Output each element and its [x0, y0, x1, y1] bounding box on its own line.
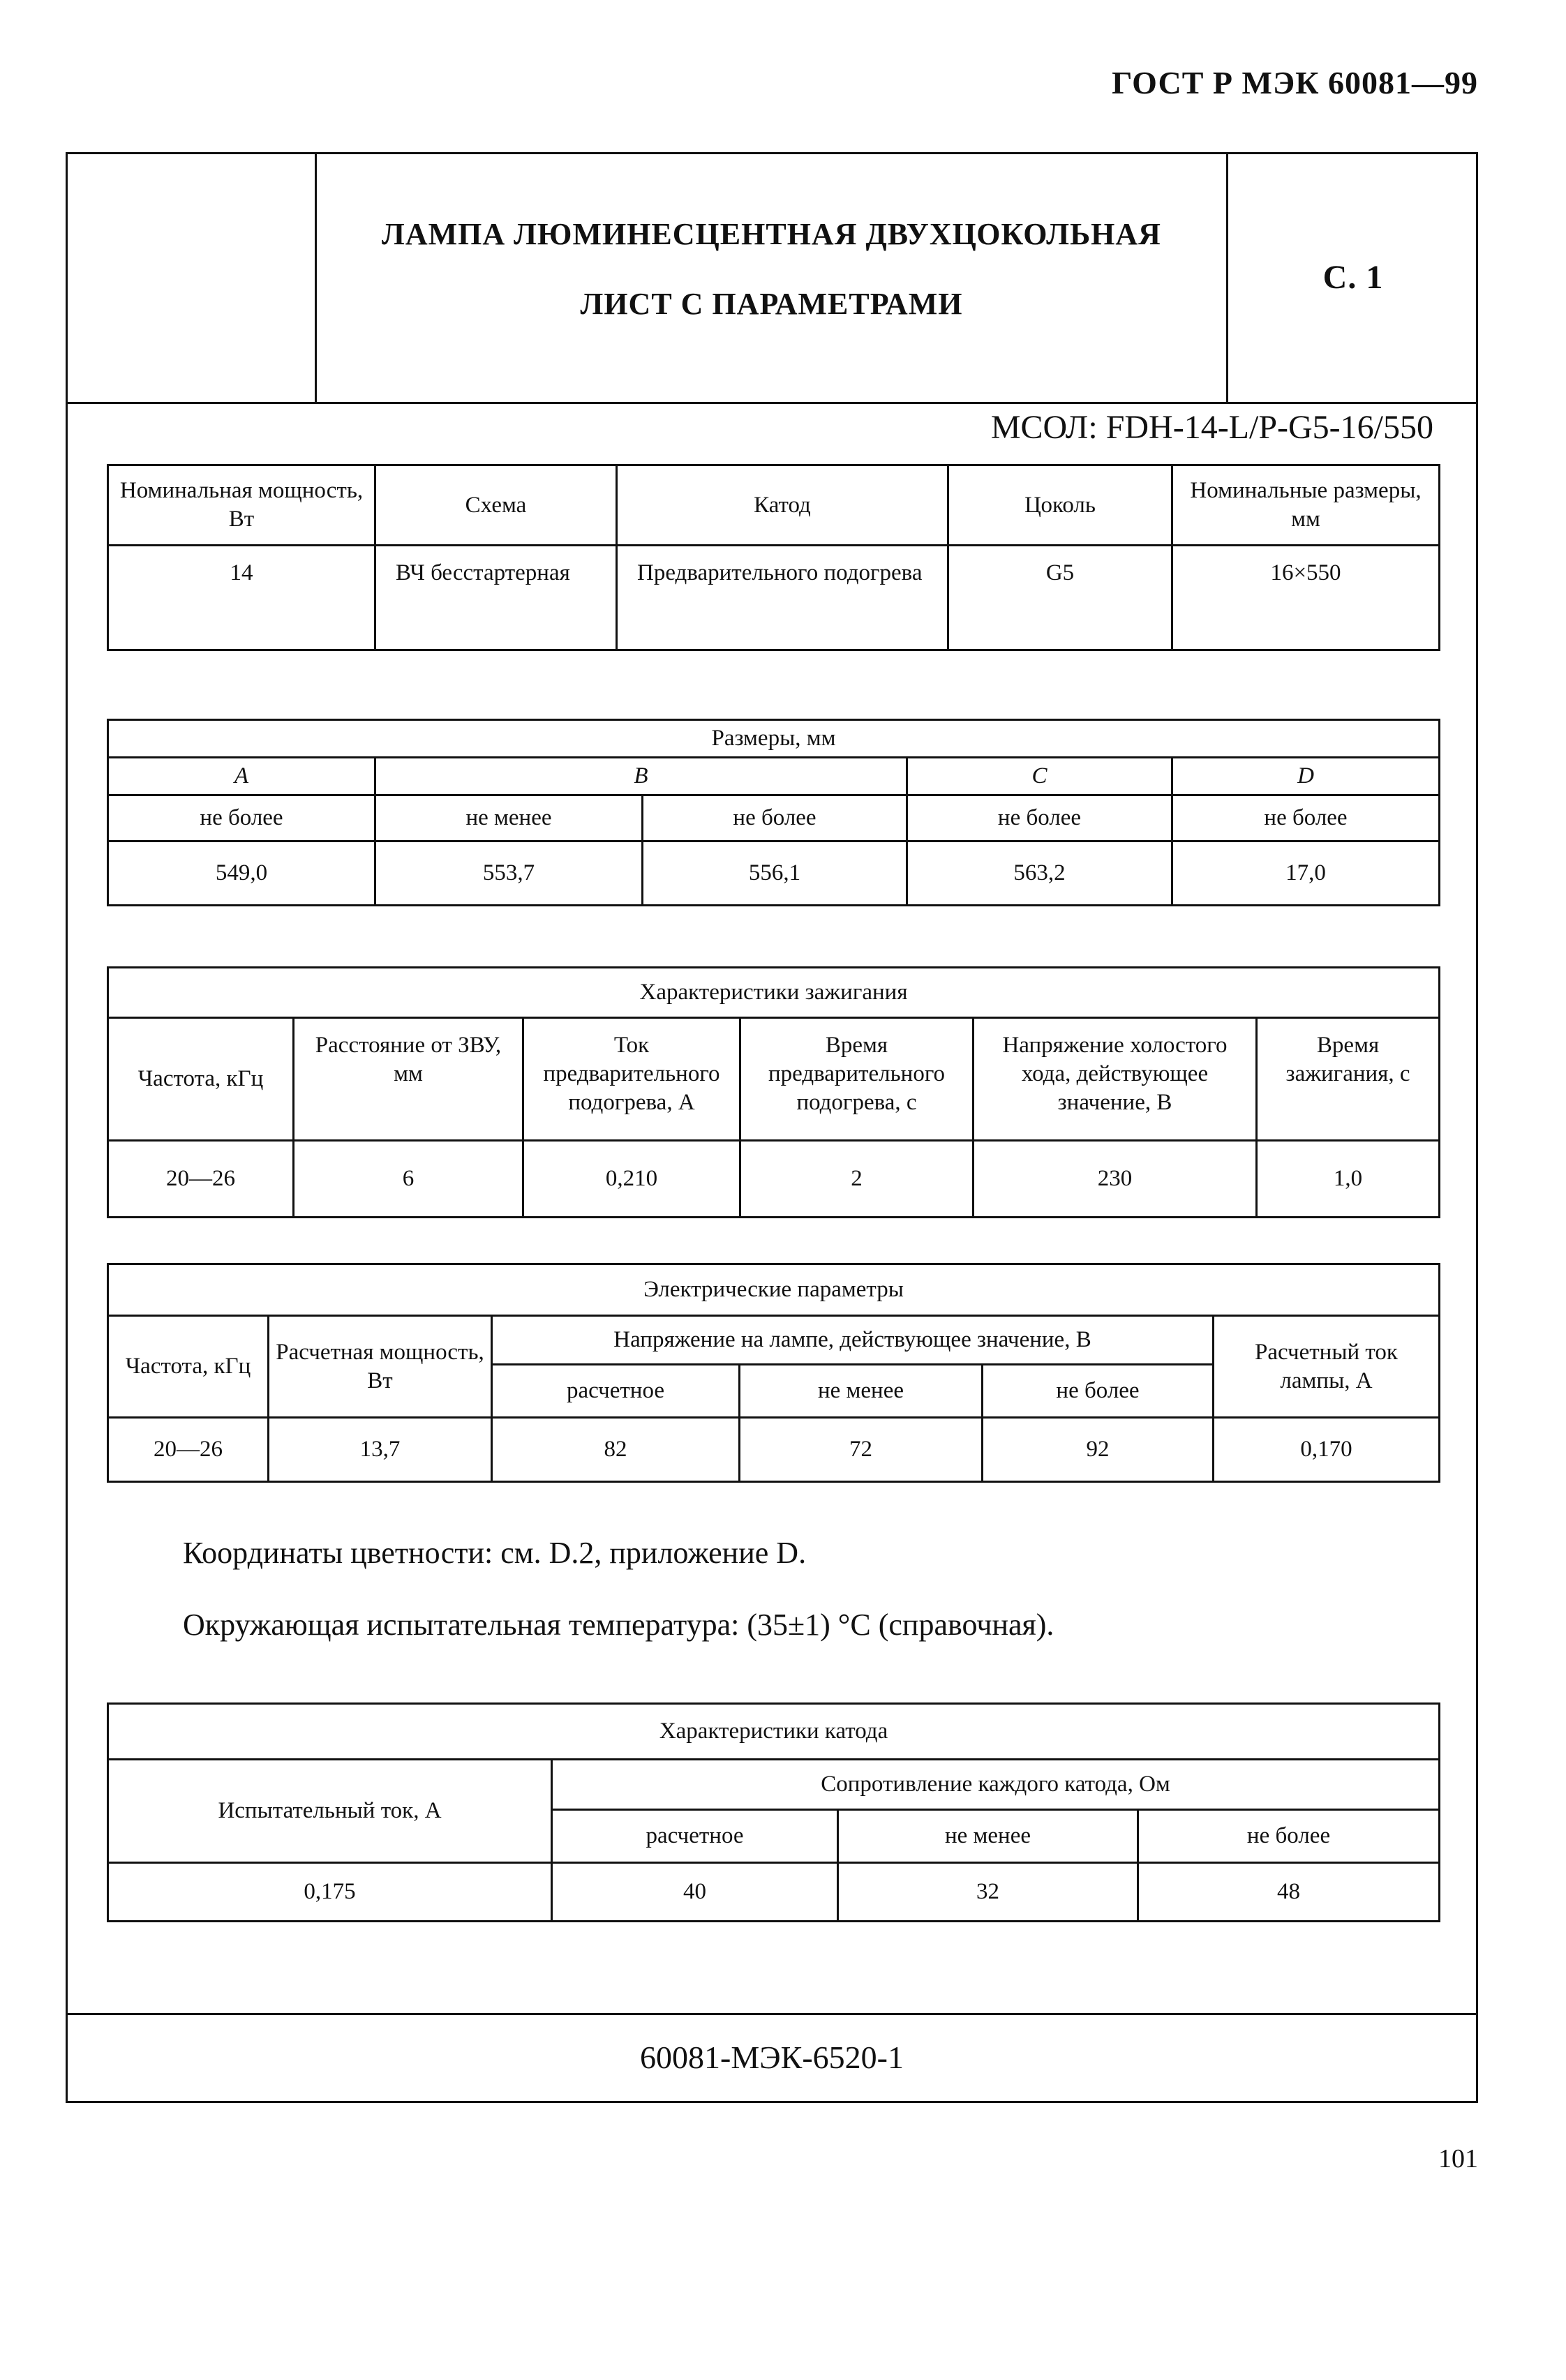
sheet-code: 60081-МЭК-6520-1 — [640, 2040, 904, 2075]
dim-letter-d: D — [1172, 758, 1440, 795]
dim-limit-d: не более — [1172, 795, 1440, 841]
electrical-voltage-rated: расчетное — [492, 1365, 740, 1418]
electrical-header-power: Расчетная мощность, Вт — [269, 1316, 492, 1418]
ignition-header-open-circuit-voltage: Напряжение холостого хода, действующее значение, В — [974, 1018, 1257, 1141]
dim-value-a: 549,0 — [108, 841, 375, 906]
cathode-header-resistance: Сопротивление каждого катода, Ом — [552, 1760, 1440, 1810]
cathode-header-test-current: Испытательный ток, А — [108, 1760, 552, 1863]
cathode-resistance-rated: расчетное — [552, 1810, 838, 1863]
electrical-title: Электрические параметры — [108, 1264, 1440, 1316]
value-nominal-power: 14 — [108, 546, 375, 650]
cathode-resistance-min: не менее — [838, 1810, 1138, 1863]
cathode-value-resistance-min: 32 — [838, 1863, 1138, 1922]
ignition-value-frequency: 20—26 — [108, 1141, 294, 1218]
titleblock-bottom-line — [66, 402, 1478, 404]
electrical-value-voltage-rated: 82 — [492, 1418, 740, 1482]
ignition-header-distance: Расстояние от ЗВУ, мм — [294, 1018, 523, 1141]
dim-limit-a: не более — [108, 795, 375, 841]
ignition-header-ignition-time: Время зажигания, с — [1257, 1018, 1440, 1141]
header-base: Цоколь — [948, 465, 1172, 546]
electrical-voltage-max: не более — [983, 1365, 1214, 1418]
lamp-code: МСОЛ: FDH-14-L/P-G5-16/550 — [990, 409, 1433, 446]
ignition-header-preheat-current: Ток предварительного подогрева, А — [523, 1018, 740, 1141]
dim-limit-b-max: не более — [643, 795, 907, 841]
ignition-header-frequency: Частота, кГц — [108, 1018, 294, 1141]
dim-letter-a: A — [108, 758, 375, 795]
header-nominal-dimensions: Номинальные размеры, мм — [1172, 465, 1440, 546]
title-line-2: ЛИСТ С ПАРАМЕТРАМИ — [580, 287, 963, 321]
standard-designation: ГОСТ Р МЭК 60081—99 — [1112, 65, 1478, 100]
dim-value-c: 563,2 — [907, 841, 1172, 906]
titleblock-divider-left — [315, 152, 317, 403]
cathode-resistance-max: не более — [1138, 1810, 1440, 1863]
dim-letter-c: C — [907, 758, 1172, 795]
dim-letter-b: B — [375, 758, 907, 795]
title-line-1: ЛАМПА ЛЮМИНЕСЦЕНТНАЯ ДВУХЦОКОЛЬНАЯ — [382, 217, 1161, 251]
value-nominal-dimensions: 16×550 — [1172, 546, 1440, 650]
page-reference: С. 1 — [1322, 259, 1384, 296]
temperature-note: Окружающая испытательная температура: (35±1) °С (справочная). — [183, 1608, 1054, 1642]
value-scheme: ВЧ бесстартерная — [375, 546, 617, 650]
dim-limit-c: не более — [907, 795, 1172, 841]
value-base: G5 — [948, 546, 1172, 650]
cathode-title: Характеристики катода — [108, 1704, 1440, 1760]
dim-value-d: 17,0 — [1172, 841, 1440, 906]
ignition-title: Характеристики зажигания — [108, 968, 1440, 1018]
dim-value-b-max: 556,1 — [643, 841, 907, 906]
cathode-value-test-current: 0,175 — [108, 1863, 552, 1922]
dimensions-table — [107, 719, 1440, 906]
cathode-table — [107, 1702, 1440, 1922]
electrical-header-frequency: Частота, кГц — [108, 1316, 269, 1418]
dimensions-title: Размеры, мм — [108, 720, 1440, 758]
header-nominal-power: Номинальная мощность, Вт — [108, 465, 375, 546]
electrical-table — [107, 1263, 1440, 1483]
dim-limit-b-min: не менее — [375, 795, 643, 841]
value-cathode: Предварительного подогрева — [617, 546, 948, 650]
chromaticity-note: Координаты цветности: см. D.2, приложение D. — [183, 1536, 807, 1570]
main-parameters-table — [107, 464, 1440, 651]
cathode-value-resistance-rated: 40 — [552, 1863, 838, 1922]
electrical-value-voltage-min: 72 — [740, 1418, 983, 1482]
ignition-value-preheat-time: 2 — [740, 1141, 974, 1218]
footer-divider-line — [66, 2013, 1478, 2015]
ignition-value-open-circuit-voltage: 230 — [974, 1141, 1257, 1218]
ignition-header-preheat-time: Время предварительного подогрева, с — [740, 1018, 974, 1141]
electrical-header-current: Расчетный ток лампы, А — [1214, 1316, 1440, 1418]
ignition-table — [107, 966, 1440, 1218]
electrical-value-current: 0,170 — [1214, 1418, 1440, 1482]
header-cathode: Катод — [617, 465, 948, 546]
electrical-header-voltage: Напряжение на лампе, действующее значение, В — [492, 1316, 1214, 1365]
page-number: 101 — [1438, 2144, 1478, 2173]
electrical-voltage-min: не менее — [740, 1365, 983, 1418]
header-scheme: Схема — [375, 465, 617, 546]
ignition-value-ignition-time: 1,0 — [1257, 1141, 1440, 1218]
electrical-value-voltage-max: 92 — [983, 1418, 1214, 1482]
electrical-value-frequency: 20—26 — [108, 1418, 269, 1482]
ignition-value-preheat-current: 0,210 — [523, 1141, 740, 1218]
dim-value-b-min: 553,7 — [375, 841, 643, 906]
electrical-value-power: 13,7 — [269, 1418, 492, 1482]
cathode-value-resistance-max: 48 — [1138, 1863, 1440, 1922]
ignition-value-distance: 6 — [294, 1141, 523, 1218]
